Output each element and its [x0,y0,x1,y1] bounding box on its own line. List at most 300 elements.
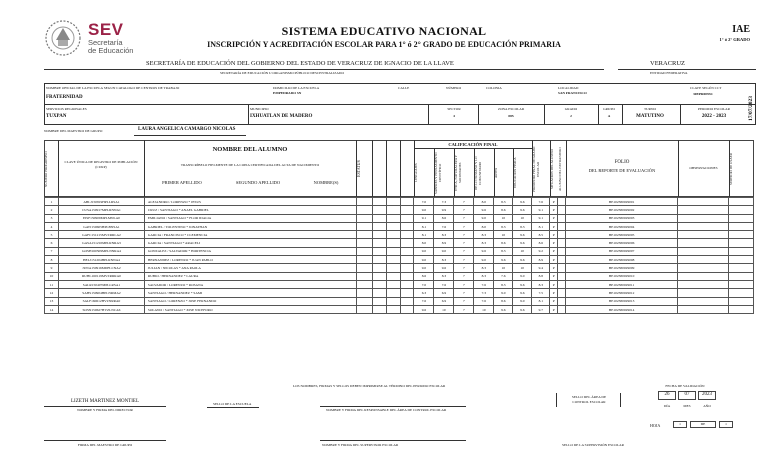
row-calif-3: 7 [454,198,474,206]
row-number: 8 [45,256,59,264]
table-row [45,305,754,313]
row-usaer [728,222,753,230]
row-blank [400,231,414,239]
row-blank [372,247,386,255]
row-calif-3: 7 [454,256,474,264]
row-curp: EISF150909MPLMNLA0 [58,214,144,222]
row-extranjero [558,214,566,222]
row-calif-5: 8.3 [494,222,513,230]
row-observaciones [678,222,729,230]
row-calif-1: 8.1 [414,222,434,230]
row-usaer [728,297,753,305]
row-estatus [356,289,372,297]
row-calif-6: 9.6 [513,256,532,264]
row-blank [400,305,414,313]
row-calif-1: 9.0 [414,247,434,255]
folio-title: FOLIO [614,160,630,165]
footer-note: LOS NOMBRES, FIRMAS Y SELLOS DEBEN IMPRIMIRSE AL TÉRMINO DEL PERIODO ESCOLAR [293,384,446,388]
row-blank [400,272,414,280]
row-observaciones [678,280,729,288]
row-number: 9 [45,264,59,272]
row-calif-2: 9.9 [434,206,454,214]
row-observaciones [678,239,729,247]
row-calif-3: 7 [454,280,474,288]
director-label: NOMBRE Y FIRMA DEL DIRECTOR [77,408,133,412]
table-row [45,239,754,247]
row-calif-2: 7.3 [434,198,454,206]
row-situacion: P [550,231,558,239]
row-calif-5: 10 [494,231,513,239]
row-blank [400,222,414,230]
row-promedio: 8.3 [532,280,550,288]
school-address: EMPEDRADO SN [273,91,302,95]
school-name-label: NOMBRE OFICIAL DE LA ESCUELA SEGUN CATALOGO DE CENTROS DE TRABAJO [46,86,180,90]
row-estatus [356,214,372,222]
row-calif-3: 7 [454,214,474,222]
row-curp: RUHL160119MVZRRRA0 [58,272,144,280]
row-observaciones [678,305,729,313]
row-number: 1 [45,198,59,206]
row-promedio: 8.6 [532,239,550,247]
row-blank [400,280,414,288]
print-date: 17/07/2023 [748,95,754,121]
row-estatus [356,222,372,230]
row-calif-4: 8.3 [474,239,494,247]
row-observaciones [678,297,729,305]
students-table [44,197,754,314]
school-zona: 085 [508,114,514,118]
col-calif-5: ARTES [494,167,498,179]
table-row [45,280,754,288]
table-row [45,297,754,305]
row-promedio: 8.1 [532,297,550,305]
row-folio: BE102380029010 [566,272,678,280]
row-calif-5: 8.6 [494,206,513,214]
row-calif-2: 8.9 [434,239,454,247]
row-calif-1: 6.3 [414,289,434,297]
row-calif-6: 9.6 [513,239,532,247]
row-blank [372,305,386,313]
row-extranjero [558,280,566,288]
row-calif-5: 9.6 [494,256,513,264]
row-blank [372,280,386,288]
row-extranjero [558,272,566,280]
col-observaciones: OBSERVACIONES [689,166,718,170]
row-folio: BE102380029002 [566,206,678,214]
row-student-name: HERNANDEZ / LORENZO * JUAN PABLO [144,256,356,264]
row-estatus [356,272,372,280]
row-usaer [728,198,753,206]
row-extranjero [558,305,566,313]
school-municipio: IXHUATLAN DE MADERO [250,114,313,119]
row-blank [372,239,386,247]
school-locality: SAN FRANCISCO [558,91,587,95]
row-calif-2: 8.3 [434,256,454,264]
row-calif-3: 7 [454,289,474,297]
supervisor-label: NOMBRE Y FIRMA DEL SUPERVISOR ESCOLAR [322,443,399,447]
row-blank [386,264,400,272]
fecha-mes: 07 [678,391,696,400]
row-observaciones [678,206,729,214]
row-student-name: GARCIA / FRANCISCO * CLEMENCIA [144,231,356,239]
row-blank [386,297,400,305]
row-blank [386,280,400,288]
school-periodo: 2022 - 2023 [701,114,727,119]
table-row [45,222,754,230]
row-extranjero [558,247,566,255]
col-promedio: PROMEDIO FINAL DE GRADO ESCOLAR [532,146,540,192]
row-observaciones [678,247,729,255]
row-estatus [356,231,372,239]
grupo-label: GRUPO [603,107,615,111]
row-extranjero [558,239,566,247]
logo-name: SEV [88,20,124,39]
control-label: NOMBRE Y FIRMA DEL RESPONSABLE DEL ÁREA DE CONTROL ESCOLAR [326,408,447,412]
alumno-title: NOMBRE DEL ALUMNO [212,146,288,153]
col-nombres: NOMBRE(S) [313,180,339,185]
row-blank [400,256,414,264]
row-curp: GAFC151215MVZRRLA2 [58,231,144,239]
row-estatus [356,247,372,255]
state-label: ENTIDAD FEDERATIVA [650,71,688,75]
row-calif-1: 8.1 [414,231,434,239]
row-calif-6: 9.0 [513,272,532,280]
row-calif-4: 8.3 [474,272,494,280]
row-number: 5 [45,231,59,239]
row-calif-5: 7.6 [494,272,513,280]
row-calif-5: 9.6 [494,305,513,313]
row-calif-6: 9.6 [513,231,532,239]
row-curp: SAHS150904HPLNRMA2 [58,289,144,297]
calif-title: CALIFICACIÓN FINAL [448,142,498,147]
school-cct: 30EPR0093C [693,92,714,96]
row-folio: BE102380029005 [566,231,678,239]
row-usaer [728,289,753,297]
row-usaer [728,239,753,247]
table-row [45,206,754,214]
row-blank [372,198,386,206]
page-title: SISTEMA EDUCATIVO NACIONAL [281,24,487,38]
row-calif-1: 7.0 [414,198,434,206]
col-extranjero: ALUMNO DEL EXTRANJERO [558,147,562,191]
hoja-2: 1 [719,421,733,428]
row-student-name: RUBIO / HERNANDEZ * LAURA [144,272,356,280]
row-number: 4 [45,222,59,230]
row-situacion: P [550,256,558,264]
row-calif-5: 8.3 [494,247,513,255]
row-calif-2: 8.6 [434,214,454,222]
school-name: FRATERNIDAD [46,95,83,100]
row-promedio: 7.6 [532,198,550,206]
teacher-name: LAURA ANGELICA CAMARGO NICOLAS [138,127,236,132]
table-row [45,264,754,272]
col-calif-2: SABERES Y PENSAMIENTO CIENTÍFICO [434,152,442,194]
row-calif-3: 7 [454,272,474,280]
row-student-name: SOLANO / SANTIAGO * JOSE NICEFORO [144,305,356,313]
municipio-label: MUNICIPIO [250,107,269,111]
row-usaer [728,247,753,255]
row-folio: BE102380029004 [566,222,678,230]
table-row [45,231,754,239]
divider [618,69,756,70]
row-curp: SALF160612HVZNRRA0 [58,297,144,305]
row-situacion: P [550,214,558,222]
row-calif-1: 9.0 [414,256,434,264]
row-calif-6: 9.6 [513,305,532,313]
state-name: VERACRUZ [650,60,686,67]
row-estatus [356,239,372,247]
row-number: 11 [45,280,59,288]
row-blank [400,214,414,222]
row-number: 3 [45,214,59,222]
anio-label: AÑO [703,404,711,408]
row-student-name: GONZALEZ / SALVADOR * HORTENCIA [144,247,356,255]
row-blank [372,231,386,239]
row-student-name: ALEJANDRO / LORENZO * JESUS [144,198,356,206]
row-situacion: P [550,272,558,280]
row-calif-4: 7.3 [474,289,494,297]
row-extranjero [558,198,566,206]
row-observaciones [678,289,729,297]
row-situacion: P [550,289,558,297]
col-usaer: SERVICIO DE USAER [729,153,733,185]
row-number: 2 [45,206,59,214]
row-blank [400,289,414,297]
row-folio: BE102380029001 [566,198,678,206]
row-blank [386,222,400,230]
row-situacion: P [550,222,558,230]
address-label: DOMICILIO DE LA ESCUELA [273,86,320,90]
periodo-label: PERIODO ESCOLAR [698,107,730,111]
row-calif-5: 8.3 [494,280,513,288]
row-calif-4: 9.6 [474,247,494,255]
row-promedio: 9.2 [532,247,550,255]
row-curp: ABLJ150819HPLLRSA1 [58,198,144,206]
row-usaer [728,264,753,272]
row-curp: CUSA150917MPLRNNA1 [58,206,144,214]
cct-label: CLAVE SEGÚN CCT [690,86,722,90]
row-calif-2: 8.3 [434,272,454,280]
row-usaer [728,231,753,239]
row-situacion: P [550,280,558,288]
hoja-label: HOJA [650,423,661,428]
school-grado: 2 [570,114,572,118]
row-blank [386,198,400,206]
row-calif-4: 9.0 [474,214,494,222]
row-curp: SOSN150627HVZLNCA6 [58,305,144,313]
turno-label: TURNO [643,107,657,111]
row-folio: BE102380029008 [566,256,678,264]
row-calif-6: 10 [513,264,532,272]
col-num: NÚMERO PROGRESIVO [44,151,48,187]
row-blank [400,198,414,206]
row-blank [386,239,400,247]
secretaria-label: SECRETARÍA DE EDUCACIÓN U ORGANISMO PÚBLICO DESCENTRALIZADO [220,71,344,75]
row-situacion: P [550,305,558,313]
sello-control: SELLO DEL ÁREA DE CONTROL ESCOLAR [571,395,607,404]
fecha-anio: 2023 [698,391,716,400]
row-student-name: EMILIANO / SANTIAGO * FLOR IDALIA [144,214,356,222]
row-calif-4: 8.3 [474,264,494,272]
maestro-label: FIRMA DEL MAESTRO DE GRUPO [77,443,133,447]
row-number: 13 [45,297,59,305]
row-calif-1: 9.0 [414,206,434,214]
row-blank [386,214,400,222]
row-calif-4: 8.3 [474,231,494,239]
fecha-label: FECHA DE VALIDACIÓN [665,384,705,388]
divider [44,104,756,105]
hoja-de: DE [690,421,716,428]
row-blank [386,272,400,280]
logo-sub: Secretaría de Educación [88,38,134,55]
row-situacion: P [550,264,558,272]
col-calif-3: ÉTICA, NATURALEZA Y SOCIEDADES [454,154,462,192]
school-regional: TUXPAN [46,114,67,119]
row-student-name: GARCIA / SANTIAGO * ARACELI [144,239,356,247]
row-blank [372,289,386,297]
row-student-name: SALVADOR / LORENZO * ROSANA [144,280,356,288]
row-calif-1: 9.1 [414,214,434,222]
row-number: 6 [45,239,59,247]
row-calif-5: 10 [494,264,513,272]
row-promedio: 9.1 [532,206,550,214]
row-calif-3: 7 [454,247,474,255]
row-calif-2: 6.9 [434,289,454,297]
row-promedio: 8.1 [532,222,550,230]
row-curp: GATJ150605HPLBNSA1 [58,222,144,230]
row-estatus [356,264,372,272]
col-situacion: SITUACIÓN DEL ALUMNO [550,149,554,189]
row-calif-4: 7.6 [474,280,494,288]
row-estatus [356,256,372,264]
secretaria-name: SECRETARÍA DE EDUCACIÓN DEL GOBIERNO DEL ESTADO DE VERACRUZ DE IGNACIO DE LA LLAVE [146,60,454,67]
row-promedio: 8.8 [532,272,550,280]
row-usaer [728,256,753,264]
teacher-label: NOMBRE DEL MAESTRO DE GRUPO [44,129,103,133]
sector-label: SECTOR [447,107,461,111]
row-extranjero [558,289,566,297]
colonia-label: COLONIA [486,86,502,90]
row-promedio: 9.1 [532,214,550,222]
row-folio: BE102380029007 [566,247,678,255]
row-observaciones [678,264,729,272]
row-calif-4: 8.0 [474,198,494,206]
row-extranjero [558,222,566,230]
row-extranjero [558,297,566,305]
director-name: LIZETH MARTINEZ MONTIEL [70,399,140,404]
row-folio: BE102380029013 [566,297,678,305]
form-code: IAE [732,24,750,35]
col-calif-1: LENGUAJES [414,163,418,183]
row-observaciones [678,198,729,206]
col-calif-4: DE LO HUMANO Y LO COMUNITARIO [474,156,482,190]
row-usaer [728,214,753,222]
table-row [45,289,754,297]
row-calif-5: 9.0 [494,289,513,297]
regional-label: SERVICIOS REGIONALES [46,107,87,111]
row-blank [372,222,386,230]
row-blank [372,256,386,264]
row-calif-3: 7 [454,305,474,313]
row-calif-5: 8.6 [494,239,513,247]
row-folio: BE102380029014 [566,305,678,313]
hoja-1: 1 [673,421,687,428]
row-situacion: P [550,198,558,206]
row-calif-4: 7.6 [474,297,494,305]
row-calif-2: 7.6 [434,280,454,288]
row-calif-6: 8.3 [513,222,532,230]
row-blank [372,297,386,305]
row-promedio: 9.4 [532,264,550,272]
row-usaer [728,272,753,280]
row-student-name: SANTIAGO / HERNANDEZ * SAMI [144,289,356,297]
row-calif-4: 9.0 [474,256,494,264]
row-student-name: JULIAN / NICOLAS * ANA PAOLA [144,264,356,272]
page-subtitle: INSCRIPCIÓN Y ACREDITACIÓN ESCOLAR PARA 1° ó 2° GRADO DE EDUCACIÓN PRIMARIA [207,40,561,49]
row-folio: BE102380029012 [566,289,678,297]
row-promedio: 9.7 [532,305,550,313]
row-calif-5: 8.3 [494,198,513,206]
row-estatus [356,280,372,288]
row-situacion: P [550,239,558,247]
row-curp: HELJ151204HPLRNNA4 [58,256,144,264]
row-calif-2: 7.6 [434,222,454,230]
row-blank [372,206,386,214]
row-situacion: P [550,206,558,214]
row-blank [400,297,414,305]
row-calif-4: 10 [474,305,494,313]
row-folio: BE102380029003 [566,214,678,222]
alumno-sub: TRANSCRÍBELO FIELMENTE DE LA COPIA CERTIFICADA DEL ACTA DE NACIMIENTO [180,163,320,167]
row-blank [400,247,414,255]
row-usaer [728,305,753,313]
row-calif-1: 9.6 [414,305,434,313]
row-calif-2: 9.6 [434,264,454,272]
school-grupo: A [607,114,611,118]
row-blank [400,239,414,247]
row-situacion: P [550,297,558,305]
row-number: 7 [45,247,59,255]
row-promedio: 7.5 [532,289,550,297]
row-calif-6: 9.6 [513,206,532,214]
row-calif-1: 7.0 [414,280,434,288]
col-estatus: ESTATUS [356,160,361,178]
row-blank [386,231,400,239]
table-row [45,272,754,280]
row-student-name: GABRIEL / TOLENTINO * JONATHAN [144,222,356,230]
row-student-name: CRUZ / SANTIAGO * ANAEL GABRIEL [144,206,356,214]
row-calif-2: 8.3 [434,231,454,239]
mes-label: MES [683,404,691,408]
row-curp: SALR150407MPLLRSA1 [58,280,144,288]
row-number: 12 [45,289,59,297]
row-folio: BE102380029009 [566,264,678,272]
row-curp: GOSH160509MPLNNRA4 [58,247,144,255]
row-blank [386,256,400,264]
row-blank [372,272,386,280]
row-blank [400,206,414,214]
row-usaer [728,206,753,214]
row-situacion: P [550,247,558,255]
row-student-name: SANTIAGO / LORENZO * JOSE FERNANDO [144,297,356,305]
row-observaciones [678,272,729,280]
row-calif-3: 7 [454,206,474,214]
row-number: 10 [45,272,59,280]
row-calif-2: 6.9 [434,297,454,305]
table-row [45,198,754,206]
row-extranjero [558,231,566,239]
row-extranjero [558,206,566,214]
